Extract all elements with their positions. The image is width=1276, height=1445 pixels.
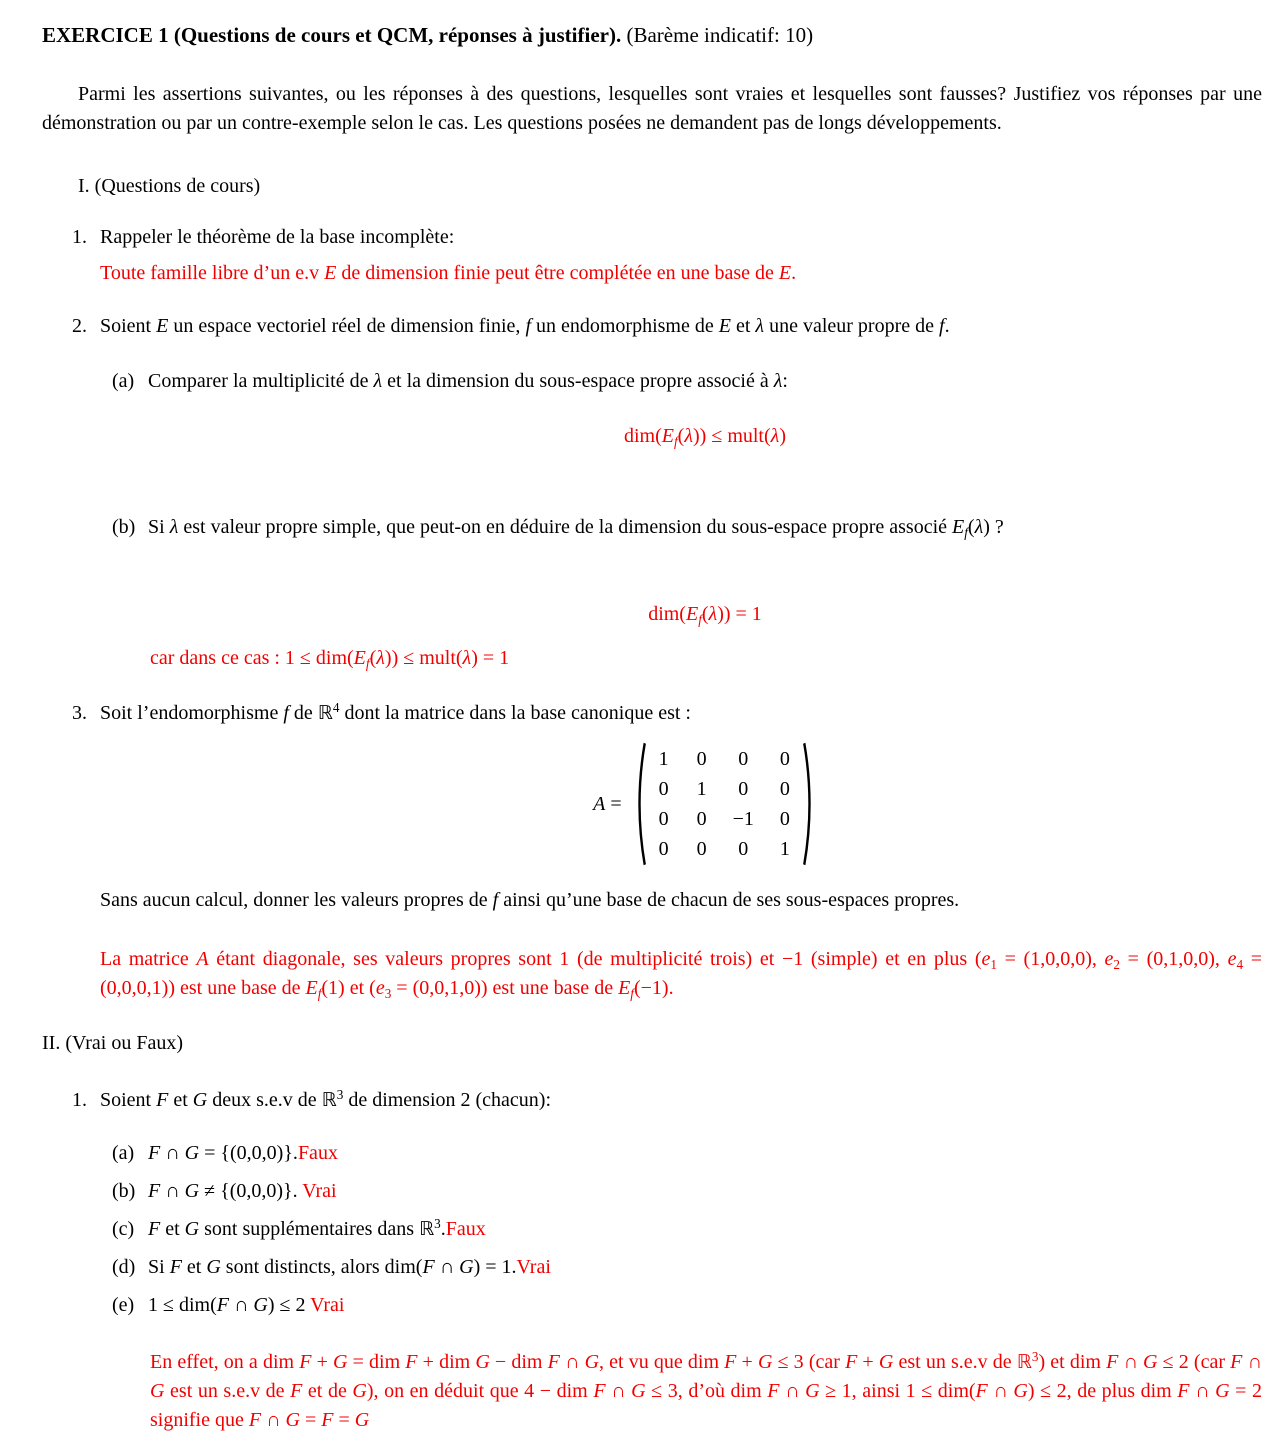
question-1-number: 1.: [72, 226, 87, 249]
question-3-text: Soit l’endomorphisme f de ℝ$^4$ dont la matrice dans la base canonique est :: [100, 700, 691, 725]
tf-item-d-label: (d): [112, 1256, 136, 1279]
tf-item-c-label: (c): [112, 1218, 135, 1241]
matrix-grid: 1 0 0 0 0 1 0 0 0 0 −1 0 0 0 0 1: [658, 748, 790, 861]
subquestion-b-note: car dans ce cas : 1 ≤ dim(Ef(λ)) ≤ mult(λ) = 1: [150, 647, 510, 672]
exercise-title: EXERCICE 1 (Questions de cours et QCM, réponses à justifier). (Barème indicatif: 10): [42, 23, 814, 47]
question-1-text: Rappeler le théorème de la base incomplète:: [100, 226, 455, 249]
tf-item-b-verdict: Vrai: [302, 1180, 337, 1203]
tf-item-c: [0, 1215, 1262, 1244]
tf-item-e-verdict: Vrai: [310, 1294, 345, 1317]
tf-item-c-verdict: Faux: [445, 1218, 486, 1241]
tf-item-d: [0, 1253, 1262, 1282]
formula-dim-eq-1: dim(Ef(λ)) = 1: [648, 603, 762, 628]
tf-item-c-statement: F et G sont supplémentaires dans ℝ$^3$.: [148, 1216, 446, 1241]
tf-item-a-label: (a): [112, 1142, 135, 1165]
tf-item-a: [0, 1139, 1262, 1168]
question-1-answer: Toute famille libre d’un e.v E de dimension finie peut être complétée en une base de E.: [100, 262, 797, 285]
tf-item-a-statement: F ∩ G = {(0,0,0)}.: [148, 1142, 298, 1165]
tf-item-d-verdict: Vrai: [516, 1256, 551, 1279]
tf-item-a-verdict: Faux: [297, 1142, 338, 1165]
intro-paragraph: Parmi les assertions suivantes, ou les réponses à des questions, lesquelles sont vraies et lesquelles sont fausses? Justifiez vos réponses par une démonstration ou par un contre-exemple selon le cas. Les questions posées ne demandent pas de longs développements.: [42, 83, 1262, 135]
question-3-answer: La matrice A étant diagonale, ses valeurs propres sont 1 (de multiplicité trois) et −1 (simple) et en plus (e1 = (1,0,0,0), e2 = (0,1,0,0), e4 = (0,0,0,1)) est une base de Ef(1) et (e3 = (0,0,1,0)) est une base de Ef(−1).: [100, 948, 1262, 1002]
matrix-block: [148, 742, 1262, 866]
formula-dim-leq-mult: dim(Ef(λ)) ≤ mult(λ): [624, 425, 786, 450]
tf-question-1-number: 1.: [72, 1089, 87, 1112]
subquestion-b-text: Si λ est valeur propre simple, que peut-on en déduire de la dimension du sous-espace propre associé Ef(λ) ?: [148, 516, 1004, 541]
question-2-text: Soient E un espace vectoriel réel de dimension finie, f un endomorphisme de E et λ une valeur propre de f.: [100, 315, 950, 338]
question-3-number: 3.: [72, 702, 87, 725]
subquestion-b: [0, 513, 1262, 542]
tf-item-b: [0, 1177, 1262, 1206]
tf-item-b-label: (b): [112, 1180, 136, 1203]
tf-question-1: [0, 1086, 1262, 1115]
question-3: [0, 699, 1262, 728]
question-2-number: 2.: [72, 315, 87, 338]
matrix-open-paren: [632, 742, 647, 866]
tf-justification: En effet, on a dim F + G = dim F + dim G − dim F ∩ G, et vu que dim F + G ≤ 3 (car F + G est un s.e.v de ℝ$^3$) et dim F ∩ G ≤ 2 (car F ∩ G est un s.e.v de F et de G), on en déduit que 4 − dim F ∩ G ≤ 3, d’où dim F ∩ G ≥ 1, ainsi 1 ≤ dim(F ∩ G) ≤ 2, de plus dim F ∩ G = 2 signifie que F ∩ G = F = G: [150, 1349, 1263, 1432]
matrix-lhs: A =: [593, 792, 622, 815]
question-1: [0, 223, 1262, 288]
question-2: [0, 312, 1262, 341]
tf-item-b-statement: F ∩ G ≠ {(0,0,0)}.: [148, 1180, 303, 1203]
section-1-heading: I. (Questions de cours): [78, 175, 261, 198]
question-3-followup: Sans aucun calcul, donner les valeurs propres de f ainsi qu’une base de chacun de ses sous-espaces propres.: [100, 889, 960, 912]
matrix: [593, 742, 817, 866]
matrix-close-paren: [802, 742, 817, 866]
subquestion-a-text: Comparer la multiplicité de λ et la dimension du sous-espace propre associé à λ:: [148, 370, 788, 393]
subquestion-b-label: (b): [112, 516, 136, 539]
tf-item-e-label: (e): [112, 1294, 135, 1317]
tf-item-e-statement: 1 ≤ dim(F ∩ G) ≤ 2: [148, 1294, 311, 1317]
tf-item-d-statement: Si F et G sont distincts, alors dim(F ∩ G) = 1.: [148, 1256, 517, 1279]
subquestion-a: [0, 367, 1262, 396]
tf-item-e: [0, 1291, 1262, 1320]
section-2-heading: II. (Vrai ou Faux): [42, 1032, 183, 1055]
subquestion-a-label: (a): [112, 370, 135, 393]
tf-question-1-text: Soient F et G deux s.e.v de ℝ$^3$ de dimension 2 (chacun):: [100, 1087, 552, 1112]
